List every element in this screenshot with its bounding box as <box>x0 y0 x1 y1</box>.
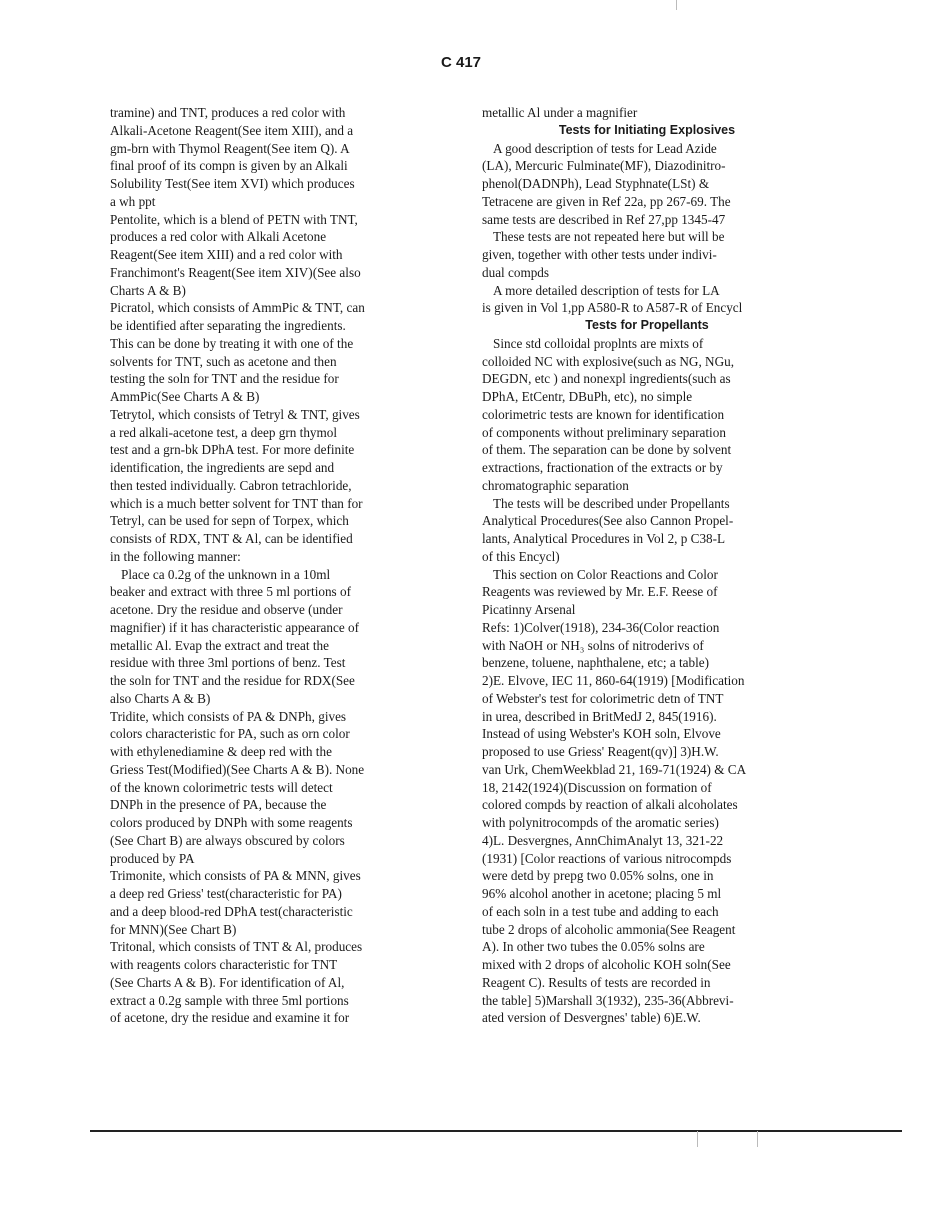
text-line: (LA), Mercuric Fulminate(MF), Diazodinitro- <box>482 158 726 174</box>
text-line: A more detailed description of tests for LA <box>493 282 720 298</box>
text-line: a red alkali-acetone test, a deep grn thymol <box>110 424 338 440</box>
text-line: phenol(DADNPh), Lead Styphnate(LSt) & <box>482 176 710 191</box>
text-line: for MNN)(See Chart B) <box>110 921 237 937</box>
text-line: gm-brn with Thymol Reagent(See item Q). A <box>110 140 350 156</box>
page-number: C 417 <box>440 54 482 71</box>
text-line: A). In other two tubes the 0.05% solns are <box>482 939 705 955</box>
text-line: and a deep blood-red DPhA test(characteristic <box>110 903 353 919</box>
text-line: colored compds by reaction of alkali alcoholates <box>482 797 738 813</box>
scan-mark <box>697 1131 698 1147</box>
text-line: Analytical Procedures(See also Cannon Propel- <box>482 513 734 529</box>
text-line: of Webster's test for colorimetric detn of TNT <box>482 690 724 706</box>
text-line: Picatinny Arsenal <box>482 602 576 617</box>
text-line: Since std colloidal proplnts are mixts of <box>493 335 704 351</box>
text-line: of each soln in a test tube and adding to each <box>482 903 719 919</box>
text-line: This section on Color Reactions and Color <box>493 566 718 582</box>
text-line: Tetracene are given in Ref 22a, pp 267-69. The <box>482 193 731 209</box>
text-line: Griess Test(Modified)(See Charts A & B). None <box>110 761 365 777</box>
text-line: DEGDN, etc ) and nonexpl ingredients(such as <box>482 371 731 387</box>
text-line: of acetone, dry the residue and examine it for <box>110 1010 350 1026</box>
text-line: then tested individually. Cabron tetrachloride, <box>110 477 352 493</box>
text-line: tube 2 drops of alcoholic ammonia(See Reagent <box>482 921 736 937</box>
right-column <box>482 104 812 1027</box>
text-line: final proof of its compn is given by an Alkali <box>110 158 348 174</box>
text-line: van Urk, ChemWeekblad 21, 169-71(1924) & CA <box>482 761 747 777</box>
text-line: Tetrytol, which consists of Tetryl & TNT, gives <box>110 406 360 422</box>
text-line: (See Chart B) are always obscured by colors <box>110 832 345 848</box>
text-line: DPhA, EtCentr, DBuPh, etc), no simple <box>482 389 693 404</box>
text-line: colloided NC with explosive(such as NG, NGu, <box>482 353 734 369</box>
text-line: Solubility Test(See item XVI) which produces <box>110 176 355 191</box>
text-line: Trimonite, which consists of PA & MNN, gives <box>110 868 361 884</box>
text-line: These tests are not repeated here but will be <box>493 229 725 245</box>
scan-mark <box>676 0 677 10</box>
bottom-rule <box>90 1130 902 1132</box>
text-line: in the following manner: <box>110 548 241 564</box>
text-line: with NaOH or NH₃ solns of nitroderivs of <box>482 637 704 653</box>
text-line: metallic Al. Evap the extract and treat the <box>110 637 329 653</box>
text-line: solvents for TNT, such as acetone and then <box>110 353 337 369</box>
text-line: is given in Vol 1,pp A580-R to A587-R of Encycl <box>482 300 743 316</box>
text-line: of them. The separation can be done by solvent <box>482 442 732 458</box>
text-line: proposed to use Griess' Reagent(qv)] 3)H.W. <box>482 744 719 759</box>
text-line: 4)L. Desvergnes, AnnChimAnalyt 13, 321-22 <box>482 832 724 848</box>
text-line: 2)E. Elvove, IEC 11, 860-64(1919) [Modification <box>482 673 745 688</box>
text-line: Reagent C). Results of tests are recorded in <box>482 974 711 990</box>
text-line: with polynitrocompds of the aromatic series) <box>482 815 719 830</box>
text-line: the soln for TNT and the residue for RDX(See <box>110 673 355 688</box>
text-line: be identified after separating the ingredients. <box>110 318 346 333</box>
text-line: This can be done by treating it with one of the <box>110 335 354 351</box>
text-line: colors characteristic for PA, such as orn color <box>110 726 350 742</box>
text-line: test and a grn-bk DPhA test. For more definite <box>110 442 355 458</box>
text-line: which is a much better solvent for TNT than for <box>110 495 363 511</box>
text-line: Refs: 1)Colver(1918), 234-36(Color reaction <box>482 619 720 635</box>
text-line: given, together with other tests under indivi- <box>482 247 717 262</box>
text-line: also Charts A & B) <box>110 690 211 706</box>
text-line: consists of RDX, TNT & Al, can be identified <box>110 531 353 546</box>
text-line: (See Charts A & B). For identification of Al, <box>110 974 345 990</box>
text-line: beaker and extract with three 5 ml portions of <box>110 584 351 600</box>
text-line: of the known colorimetric tests will detect <box>110 779 333 795</box>
text-line: with ethylenediamine & deep red with the <box>110 744 332 759</box>
text-line: dual compds <box>482 264 550 280</box>
section-heading: Tests for Propellants <box>585 318 709 332</box>
text-line: with reagents colors characteristic for TNT <box>110 957 338 972</box>
text-line: a deep red Griess' test(characteristic for PA) <box>110 886 342 901</box>
text-line: the table] 5)Marshall 3(1932), 235-36(Abbrevi- <box>482 992 734 1008</box>
text-line: magnifier) if it has characteristic appearance of <box>110 619 359 635</box>
text-line: acetone. Dry the residue and observe (under <box>110 602 343 617</box>
text-line: ated version of Desvergnes' table) 6)E.W. <box>482 1010 701 1026</box>
text-line: A good description of tests for Lead Azide <box>493 140 717 156</box>
text-line: Charts A & B) <box>110 282 186 298</box>
text-line: Reagent(See item XIII) and a red color with <box>110 247 343 262</box>
text-line: chromatographic separation <box>482 477 629 493</box>
text-line: AmmPic(See Charts A & B) <box>110 389 260 404</box>
text-line: of components without preliminary separation <box>482 424 726 440</box>
text-line: DNPh in the presence of PA, because the <box>110 797 327 813</box>
text-line: Place ca 0.2g of the unknown in a 10ml <box>121 566 331 582</box>
text-line: extractions, fractionation of the extracts or by <box>482 460 723 475</box>
text-line: colors produced by DNPh with some reagents <box>110 815 353 830</box>
text-line: residue with three 3ml portions of benz. Test <box>110 655 346 671</box>
text-line: mixed with 2 drops of alcoholic KOH soln(See <box>482 957 731 972</box>
text-line: lants, Analytical Procedures in Vol 2, p C38-L <box>482 531 726 546</box>
text-line: Reagents was reviewed by Mr. E.F. Reese of <box>482 584 718 600</box>
text-line: The tests will be described under Propellants <box>493 495 730 511</box>
text-line: metallic Al under a magnifier <box>482 105 638 120</box>
text-line: Pentolite, which is a blend of PETN with TNT, <box>110 211 358 227</box>
text-line: same tests are described in Ref 27,pp 1345-47 <box>482 211 726 227</box>
text-line: Instead of using Webster's KOH soln, Elvove <box>482 726 721 742</box>
text-line: Picratol, which consists of AmmPic & TNT, can <box>110 300 365 316</box>
left-column <box>110 104 440 1027</box>
text-line: Alkali-Acetone Reagent(See item XIII), and a <box>110 122 354 138</box>
text-line: testing the soln for TNT and the residue for <box>110 371 339 387</box>
text-line: colorimetric tests are known for identification <box>482 406 725 422</box>
text-line: 18, 2142(1924)(Discussion on formation of <box>482 779 712 795</box>
text-line: identification, the ingredients are sepd and <box>110 460 335 475</box>
text-line: extract a 0.2g sample with three 5ml portions <box>110 992 349 1008</box>
text-line: of this Encycl) <box>482 548 560 564</box>
text-line: produces a red color with Alkali Acetone <box>110 229 327 245</box>
text-line: Tridite, which consists of PA & DNPh, gives <box>110 708 347 724</box>
section-heading: Tests for Initiating Explosives <box>558 122 736 137</box>
text-line: tramine) and TNT, produces a red color with <box>110 105 346 120</box>
text-line: (1931) [Color reactions of various nitrocompds <box>482 850 732 866</box>
text-line: Tetryl, can be used for sepn of Torpex, which <box>110 513 349 529</box>
scan-mark <box>757 1131 758 1147</box>
text-line: a wh ppt <box>110 193 156 209</box>
text-line: Tritonal, which consists of TNT & Al, produces <box>110 939 363 955</box>
text-line: produced by PA <box>110 850 195 866</box>
text-line: benzene, toluene, naphthalene, etc; a table) <box>482 655 710 671</box>
text-line: Franchimont's Reagent(See item XIV)(See also <box>110 264 361 280</box>
text-line: in urea, described in BritMedJ 2, 845(1916). <box>482 708 717 724</box>
text-line: were detd by prepg two 0.05% solns, one in <box>482 868 714 884</box>
text-line: 96% alcohol another in acetone; placing 5 ml <box>482 886 722 901</box>
